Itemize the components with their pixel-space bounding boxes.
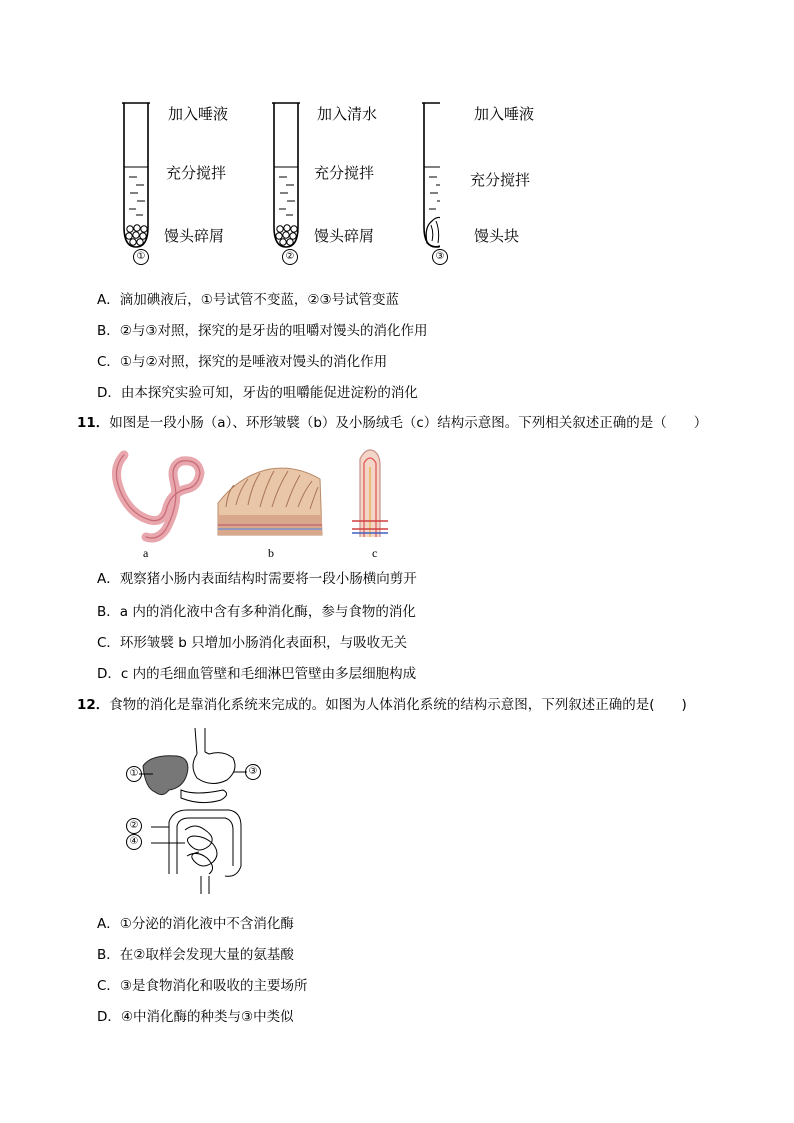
q11-option-a[interactable]: A．观察猪小肠内表面结构时需要将一段小肠横向剪开 <box>97 571 417 587</box>
test-tube-3 <box>422 103 440 247</box>
q12-stem-text: 食物的消化是靠消化系统来完成的。如图为人体消化系统的结构示意图，下列叙述正确的是( ) <box>109 697 687 713</box>
q12-number: 12． <box>77 697 110 713</box>
tube2-top-label: 加入清水 <box>317 105 378 123</box>
intestine-drawing <box>100 445 420 545</box>
label-2-large-intestine: ② <box>126 818 142 834</box>
tube3-mid-label: 充分搅拌 <box>470 171 531 189</box>
q10-option-a[interactable]: A．滴加碘液后，①号试管不变蓝，②③号试管变蓝 <box>97 292 400 308</box>
digestive-system-drawing <box>125 726 275 896</box>
label-3-stomach: ③ <box>245 764 261 780</box>
tube2-number: ② <box>282 249 298 265</box>
caption-b: b <box>268 546 274 560</box>
q11-number: 11． <box>77 415 110 431</box>
small-intestine-image <box>116 455 200 538</box>
circular-fold-image <box>218 468 322 535</box>
q11-option-d[interactable]: D．c 内的毛细血管壁和毛细淋巴管壁由多层细胞构成 <box>97 666 417 682</box>
villus-image <box>352 450 388 537</box>
q10-option-d[interactable]: D．由本探究实验可知，牙齿的咀嚼能促进淀粉的消化 <box>97 385 418 401</box>
tube3-bottom-label: 馒头块 <box>474 227 520 245</box>
tube1-bottom-label: 馒头碎屑 <box>164 227 225 245</box>
q10-option-c[interactable]: C．①与②对照，探究的是唾液对馒头的消化作用 <box>97 354 388 370</box>
q12-option-c[interactable]: C．③是食物消化和吸收的主要场所 <box>97 978 308 994</box>
caption-c: c <box>372 546 378 560</box>
q11-stem <box>77 414 707 432</box>
test-tube-2 <box>272 103 300 247</box>
q10-option-b[interactable]: B．②与③对照，探究的是牙齿的咀嚼对馒头的消化作用 <box>97 323 428 339</box>
label-4-small-intestine: ④ <box>126 834 142 850</box>
q11-option-b[interactable]: B．a 内的消化液中含有多种消化酶，参与食物的消化 <box>97 604 416 620</box>
tube3-number: ③ <box>432 249 448 265</box>
tube1-mid-label: 充分搅拌 <box>166 164 227 182</box>
q11-stem-text: 如图是一段小肠（a）、环形皱襞（b）及小肠绒毛（c）结构示意图。下列相关叙述正确的是（ ） <box>109 415 708 431</box>
tube2-mid-label: 充分搅拌 <box>314 164 375 182</box>
tube1-top-label: 加入唾液 <box>168 105 229 123</box>
q11-option-c[interactable]: C．环形皱襞 b 只增加小肠消化表面积，与吸收无关 <box>97 635 408 651</box>
tube1-number: ① <box>133 249 149 265</box>
q12-stem <box>77 696 687 714</box>
test-tubes-drawing <box>110 95 440 265</box>
q12-option-b[interactable]: B．在②取样会发现大量的氨基酸 <box>97 947 294 963</box>
q12-option-a[interactable]: A．①分泌的消化液中不含消化酶 <box>97 916 294 932</box>
q12-option-d[interactable]: D．④中消化酶的种类与③中类似 <box>97 1009 294 1025</box>
tube3-top-label: 加入唾液 <box>474 105 535 123</box>
label-1-liver: ① <box>126 766 142 782</box>
test-tube-1 <box>122 103 150 247</box>
caption-a: a <box>143 546 149 560</box>
tube2-bottom-label: 馒头碎屑 <box>314 227 375 245</box>
